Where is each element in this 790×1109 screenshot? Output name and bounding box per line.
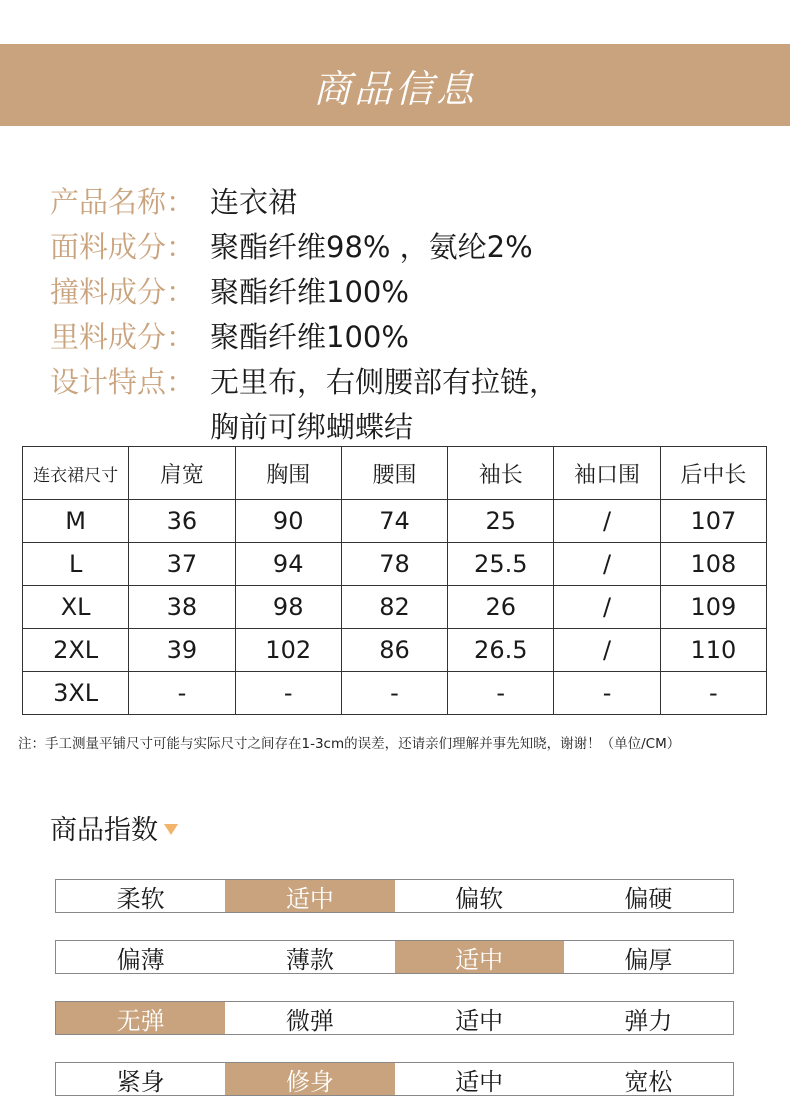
triangle-down-icon: [164, 824, 178, 835]
info-row-name: [50, 178, 558, 223]
softness-scale: [55, 879, 734, 913]
table-cell: /: [554, 500, 660, 543]
table-cell: 90: [235, 500, 341, 543]
table-cell: 107: [660, 500, 766, 543]
table-cell: 36: [129, 500, 235, 543]
table-cell: 74: [341, 500, 447, 543]
info-row-fabric: [50, 223, 558, 268]
info-row-contrast-fabric: [50, 268, 558, 313]
table-cell: L: [23, 543, 129, 586]
table-cell: M: [23, 500, 129, 543]
scale-option: 适中: [455, 1006, 504, 1035]
table-cell: -: [235, 672, 341, 715]
info-row-design: [50, 358, 558, 403]
info-value: 聚酯纤维100%: [210, 320, 409, 354]
table-cell: 25.5: [448, 543, 554, 586]
scale-option: 偏硬: [624, 884, 673, 913]
header-banner: [0, 44, 790, 126]
table-cell: 108: [660, 543, 766, 586]
scale-option: 适中: [455, 1067, 504, 1096]
header-cell: 腰围: [341, 447, 447, 500]
table-cell: 98: [235, 586, 341, 629]
table-cell: 3XL: [23, 672, 129, 715]
scale-option: 薄款: [285, 945, 334, 974]
fit-scale: [55, 1062, 734, 1096]
info-design-continuation: 胸前可绑蝴蝶结: [210, 410, 414, 444]
info-value: 聚酯纤维98% ，氨纶2%: [210, 230, 533, 264]
header-cell: 袖长: [448, 447, 554, 500]
table-cell: 39: [129, 629, 235, 672]
header-cell: 袖口围: [554, 447, 660, 500]
table-cell: 26: [448, 586, 554, 629]
table-cell: 82: [341, 586, 447, 629]
info-label: 设计特点：: [50, 365, 196, 399]
table-row: [23, 629, 767, 672]
index-title-text: 商品指数: [50, 815, 158, 846]
table-row: [23, 586, 767, 629]
header-cell: 肩宽: [129, 447, 235, 500]
product-info: [50, 178, 558, 448]
table-row: [23, 672, 767, 715]
scale-option: 微弹: [285, 1006, 334, 1035]
info-value: 聚酯纤维100%: [210, 275, 409, 309]
table-cell: -: [341, 672, 447, 715]
table-cell: 86: [341, 629, 447, 672]
table-cell: /: [554, 629, 660, 672]
info-label: 产品名称：: [50, 185, 196, 219]
table-cell: 110: [660, 629, 766, 672]
table-cell: 25: [448, 500, 554, 543]
scale-option: 偏薄: [116, 945, 165, 974]
table-cell: 37: [129, 543, 235, 586]
product-index-title: [50, 808, 178, 847]
info-label: 里料成分：: [50, 320, 196, 354]
scale-option: 修身: [225, 1063, 394, 1095]
scale-option: 无弹: [56, 1002, 225, 1034]
measurement-note: 注：手工测量平铺尺寸可能与实际尺寸之间存在1-3cm的误差，还请亲们理解并事先知晓，谢谢！（单位/CM）: [18, 736, 681, 752]
scale-option: 宽松: [624, 1067, 673, 1096]
table-cell: -: [554, 672, 660, 715]
elasticity-scale: [55, 1001, 734, 1035]
scale-option: 柔软: [116, 884, 165, 913]
table-cell: -: [448, 672, 554, 715]
thickness-scale: [55, 940, 734, 974]
table-cell: 102: [235, 629, 341, 672]
table-cell: 78: [341, 543, 447, 586]
scale-option: 偏厚: [624, 945, 673, 974]
scale-option: 紧身: [116, 1067, 165, 1096]
info-row-lining: [50, 313, 558, 358]
table-cell: 2XL: [23, 629, 129, 672]
table-row: [23, 543, 767, 586]
table-cell: 38: [129, 586, 235, 629]
table-cell: XL: [23, 586, 129, 629]
header-cell: 胸围: [235, 447, 341, 500]
scale-option: 适中: [225, 880, 394, 912]
size-table: [22, 446, 767, 715]
table-cell: 109: [660, 586, 766, 629]
scale-option: 弹力: [624, 1006, 673, 1035]
banner-title: 商品信息: [312, 66, 477, 111]
table-cell: /: [554, 586, 660, 629]
info-value: 无里布，右侧腰部有拉链，: [210, 365, 559, 399]
info-label: 面料成分：: [50, 230, 196, 264]
table-row: [23, 500, 767, 543]
table-cell: /: [554, 543, 660, 586]
table-cell: 26.5: [448, 629, 554, 672]
table-cell: 94: [235, 543, 341, 586]
table-cell: -: [129, 672, 235, 715]
scale-option: 适中: [395, 941, 564, 973]
scale-option: 偏软: [455, 884, 504, 913]
info-value: 连衣裙: [210, 185, 298, 219]
info-label: 撞料成分：: [50, 275, 196, 309]
header-cell: 连衣裙尺寸: [23, 447, 129, 500]
header-cell: 后中长: [660, 447, 766, 500]
size-table-header: [23, 447, 767, 500]
table-cell: -: [660, 672, 766, 715]
